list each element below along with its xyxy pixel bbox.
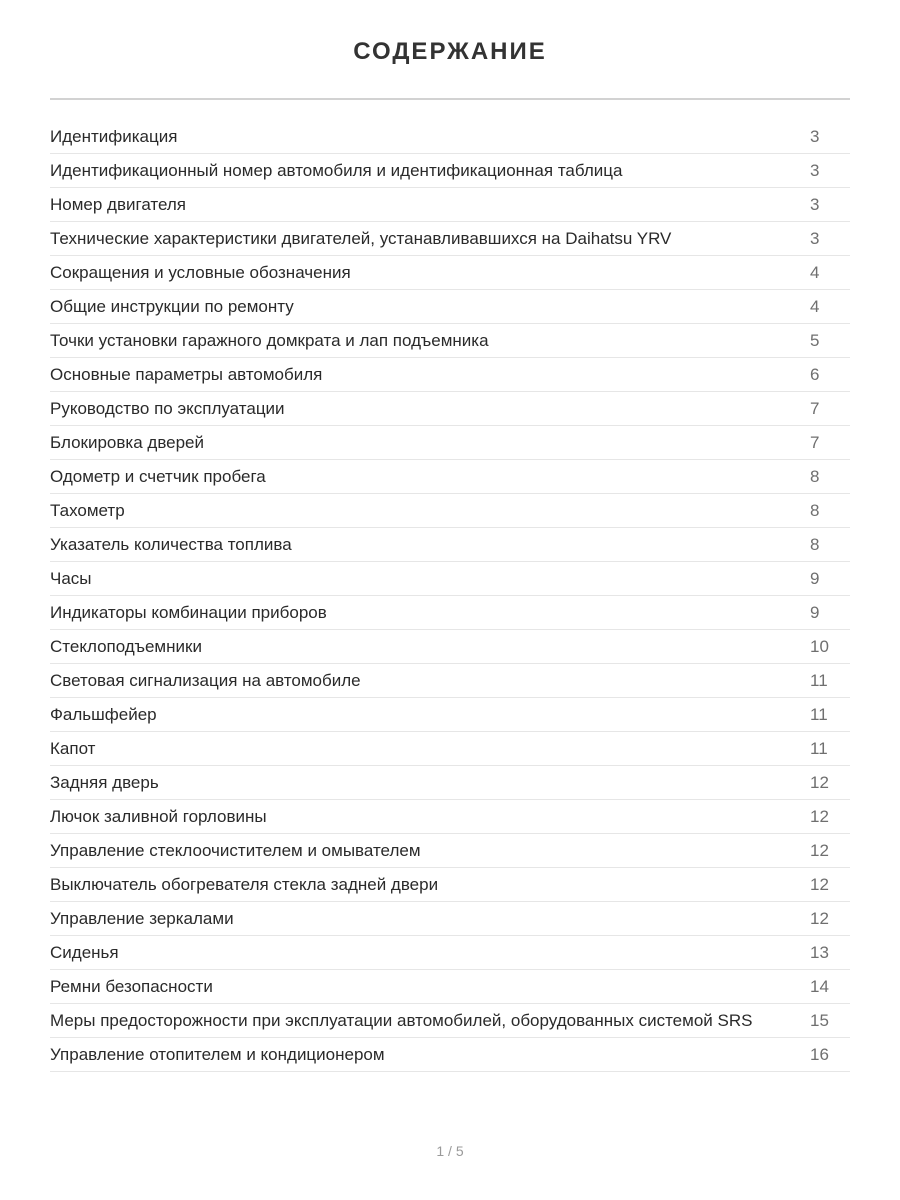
toc-entry-page: 14 <box>810 977 829 996</box>
toc-entry-label[interactable]: Идентификационный номер автомобиля и идентификационная таблица <box>50 161 623 180</box>
toc-entry-page: 5 <box>810 331 820 350</box>
toc-row[interactable] <box>50 392 850 426</box>
toc-entry-page: 3 <box>810 195 820 214</box>
toc-entry-page: 12 <box>810 773 829 792</box>
toc-row[interactable] <box>50 936 850 970</box>
toc-row[interactable] <box>50 1038 850 1072</box>
toc-entry-page: 9 <box>810 569 820 588</box>
page-title: СОДЕРЖАНИЕ <box>353 38 547 65</box>
title-divider <box>50 98 850 100</box>
toc-row[interactable] <box>50 766 850 800</box>
toc-row[interactable] <box>50 290 850 324</box>
toc-row[interactable] <box>50 222 850 256</box>
toc-entry-page: 3 <box>810 127 820 146</box>
toc-row[interactable] <box>50 256 850 290</box>
toc-entry-label[interactable]: Номер двигателя <box>50 195 187 214</box>
toc-row[interactable] <box>50 596 850 630</box>
toc-entry-label[interactable]: Общие инструкции по ремонту <box>50 297 294 316</box>
toc-entry-page: 12 <box>810 875 829 894</box>
toc-row[interactable] <box>50 664 850 698</box>
toc-entry-label[interactable]: Сокращения и условные обозначения <box>50 263 351 282</box>
toc-row[interactable] <box>50 494 850 528</box>
toc-row[interactable] <box>50 732 850 766</box>
toc-entry-page: 8 <box>810 467 820 486</box>
toc-entry-page: 10 <box>810 637 829 656</box>
toc-row[interactable] <box>50 902 850 936</box>
toc-entry-page: 4 <box>810 297 820 316</box>
toc-entry-label[interactable]: Идентификация <box>50 127 178 146</box>
toc-row[interactable] <box>50 120 850 154</box>
toc-row[interactable] <box>50 1004 850 1038</box>
toc-entry-page: 13 <box>810 943 829 962</box>
toc-entry-page: 12 <box>810 807 829 826</box>
toc-entry-page: 3 <box>810 229 820 248</box>
toc-entry-page: 11 <box>810 705 828 724</box>
toc-entry-label[interactable]: Блокировка дверей <box>50 433 205 452</box>
toc-entry-page: 7 <box>810 433 820 452</box>
toc-entry-label[interactable]: Ремни безопасности <box>50 977 213 996</box>
toc-entry-page: 12 <box>810 841 829 860</box>
toc-entry-label[interactable]: Часы <box>50 569 92 588</box>
toc-entry-page: 12 <box>810 909 829 928</box>
toc-entry-label[interactable]: Указатель количества топлива <box>50 535 292 554</box>
table-of-contents <box>50 120 850 1072</box>
toc-entry-label[interactable]: Управление зеркалами <box>50 909 234 928</box>
toc-entry-label[interactable]: Световая сигнализация на автомобиле <box>50 671 361 690</box>
toc-entry-page: 11 <box>810 671 828 690</box>
toc-row[interactable] <box>50 324 850 358</box>
toc-row[interactable] <box>50 698 850 732</box>
toc-entry-page: 8 <box>810 501 820 520</box>
toc-row[interactable] <box>50 460 850 494</box>
toc-row[interactable] <box>50 188 850 222</box>
toc-entry-label[interactable]: Основные параметры автомобиля <box>50 365 323 384</box>
toc-entry-label[interactable]: Выключатель обогревателя стекла задней двери <box>50 875 439 894</box>
toc-row[interactable] <box>50 426 850 460</box>
toc-row[interactable] <box>50 630 850 664</box>
toc-row[interactable] <box>50 358 850 392</box>
toc-entry-page: 7 <box>810 399 820 418</box>
toc-entry-label[interactable]: Управление стеклоочистителем и омывателем <box>50 841 421 860</box>
toc-row[interactable] <box>50 970 850 1004</box>
toc-entry-label[interactable]: Индикаторы комбинации приборов <box>50 603 327 622</box>
toc-entry-page: 4 <box>810 263 820 282</box>
toc-entry-label[interactable]: Фальшфейер <box>50 705 157 724</box>
toc-entry-label[interactable]: Сиденья <box>50 943 119 962</box>
toc-row[interactable] <box>50 800 850 834</box>
toc-entry-page: 11 <box>810 739 828 758</box>
toc-entry-page: 15 <box>810 1011 829 1030</box>
toc-entry-label[interactable]: Задняя дверь <box>50 773 159 792</box>
toc-entry-page: 9 <box>810 603 820 622</box>
toc-row[interactable] <box>50 834 850 868</box>
toc-entry-label[interactable]: Точки установки гаражного домкрата и лап подъемника <box>50 331 489 350</box>
toc-entry-page: 3 <box>810 161 820 180</box>
page-indicator: 1 / 5 <box>436 1143 464 1159</box>
toc-entry-label[interactable]: Управление отопителем и кондиционером <box>50 1045 385 1064</box>
toc-entry-label[interactable]: Лючок заливной горловины <box>50 807 267 826</box>
toc-row[interactable] <box>50 528 850 562</box>
toc-row[interactable] <box>50 868 850 902</box>
toc-entry-label[interactable]: Технические характеристики двигателей, устанавливавшихся на Daihatsu YRV <box>50 229 672 248</box>
toc-row[interactable] <box>50 154 850 188</box>
toc-entry-page: 8 <box>810 535 820 554</box>
toc-entry-label[interactable]: Руководство по эксплуатации <box>50 399 285 418</box>
toc-row[interactable] <box>50 562 850 596</box>
toc-entry-label[interactable]: Стеклоподъемники <box>50 637 202 656</box>
toc-entry-label[interactable]: Меры предосторожности при эксплуатации автомобилей, оборудованных системой SRS <box>50 1011 753 1030</box>
toc-entry-page: 16 <box>810 1045 829 1064</box>
toc-entry-label[interactable]: Одометр и счетчик пробега <box>50 467 266 486</box>
toc-entry-page: 6 <box>810 365 820 384</box>
toc-entry-label[interactable]: Капот <box>50 739 96 758</box>
toc-entry-label[interactable]: Тахометр <box>50 501 125 520</box>
